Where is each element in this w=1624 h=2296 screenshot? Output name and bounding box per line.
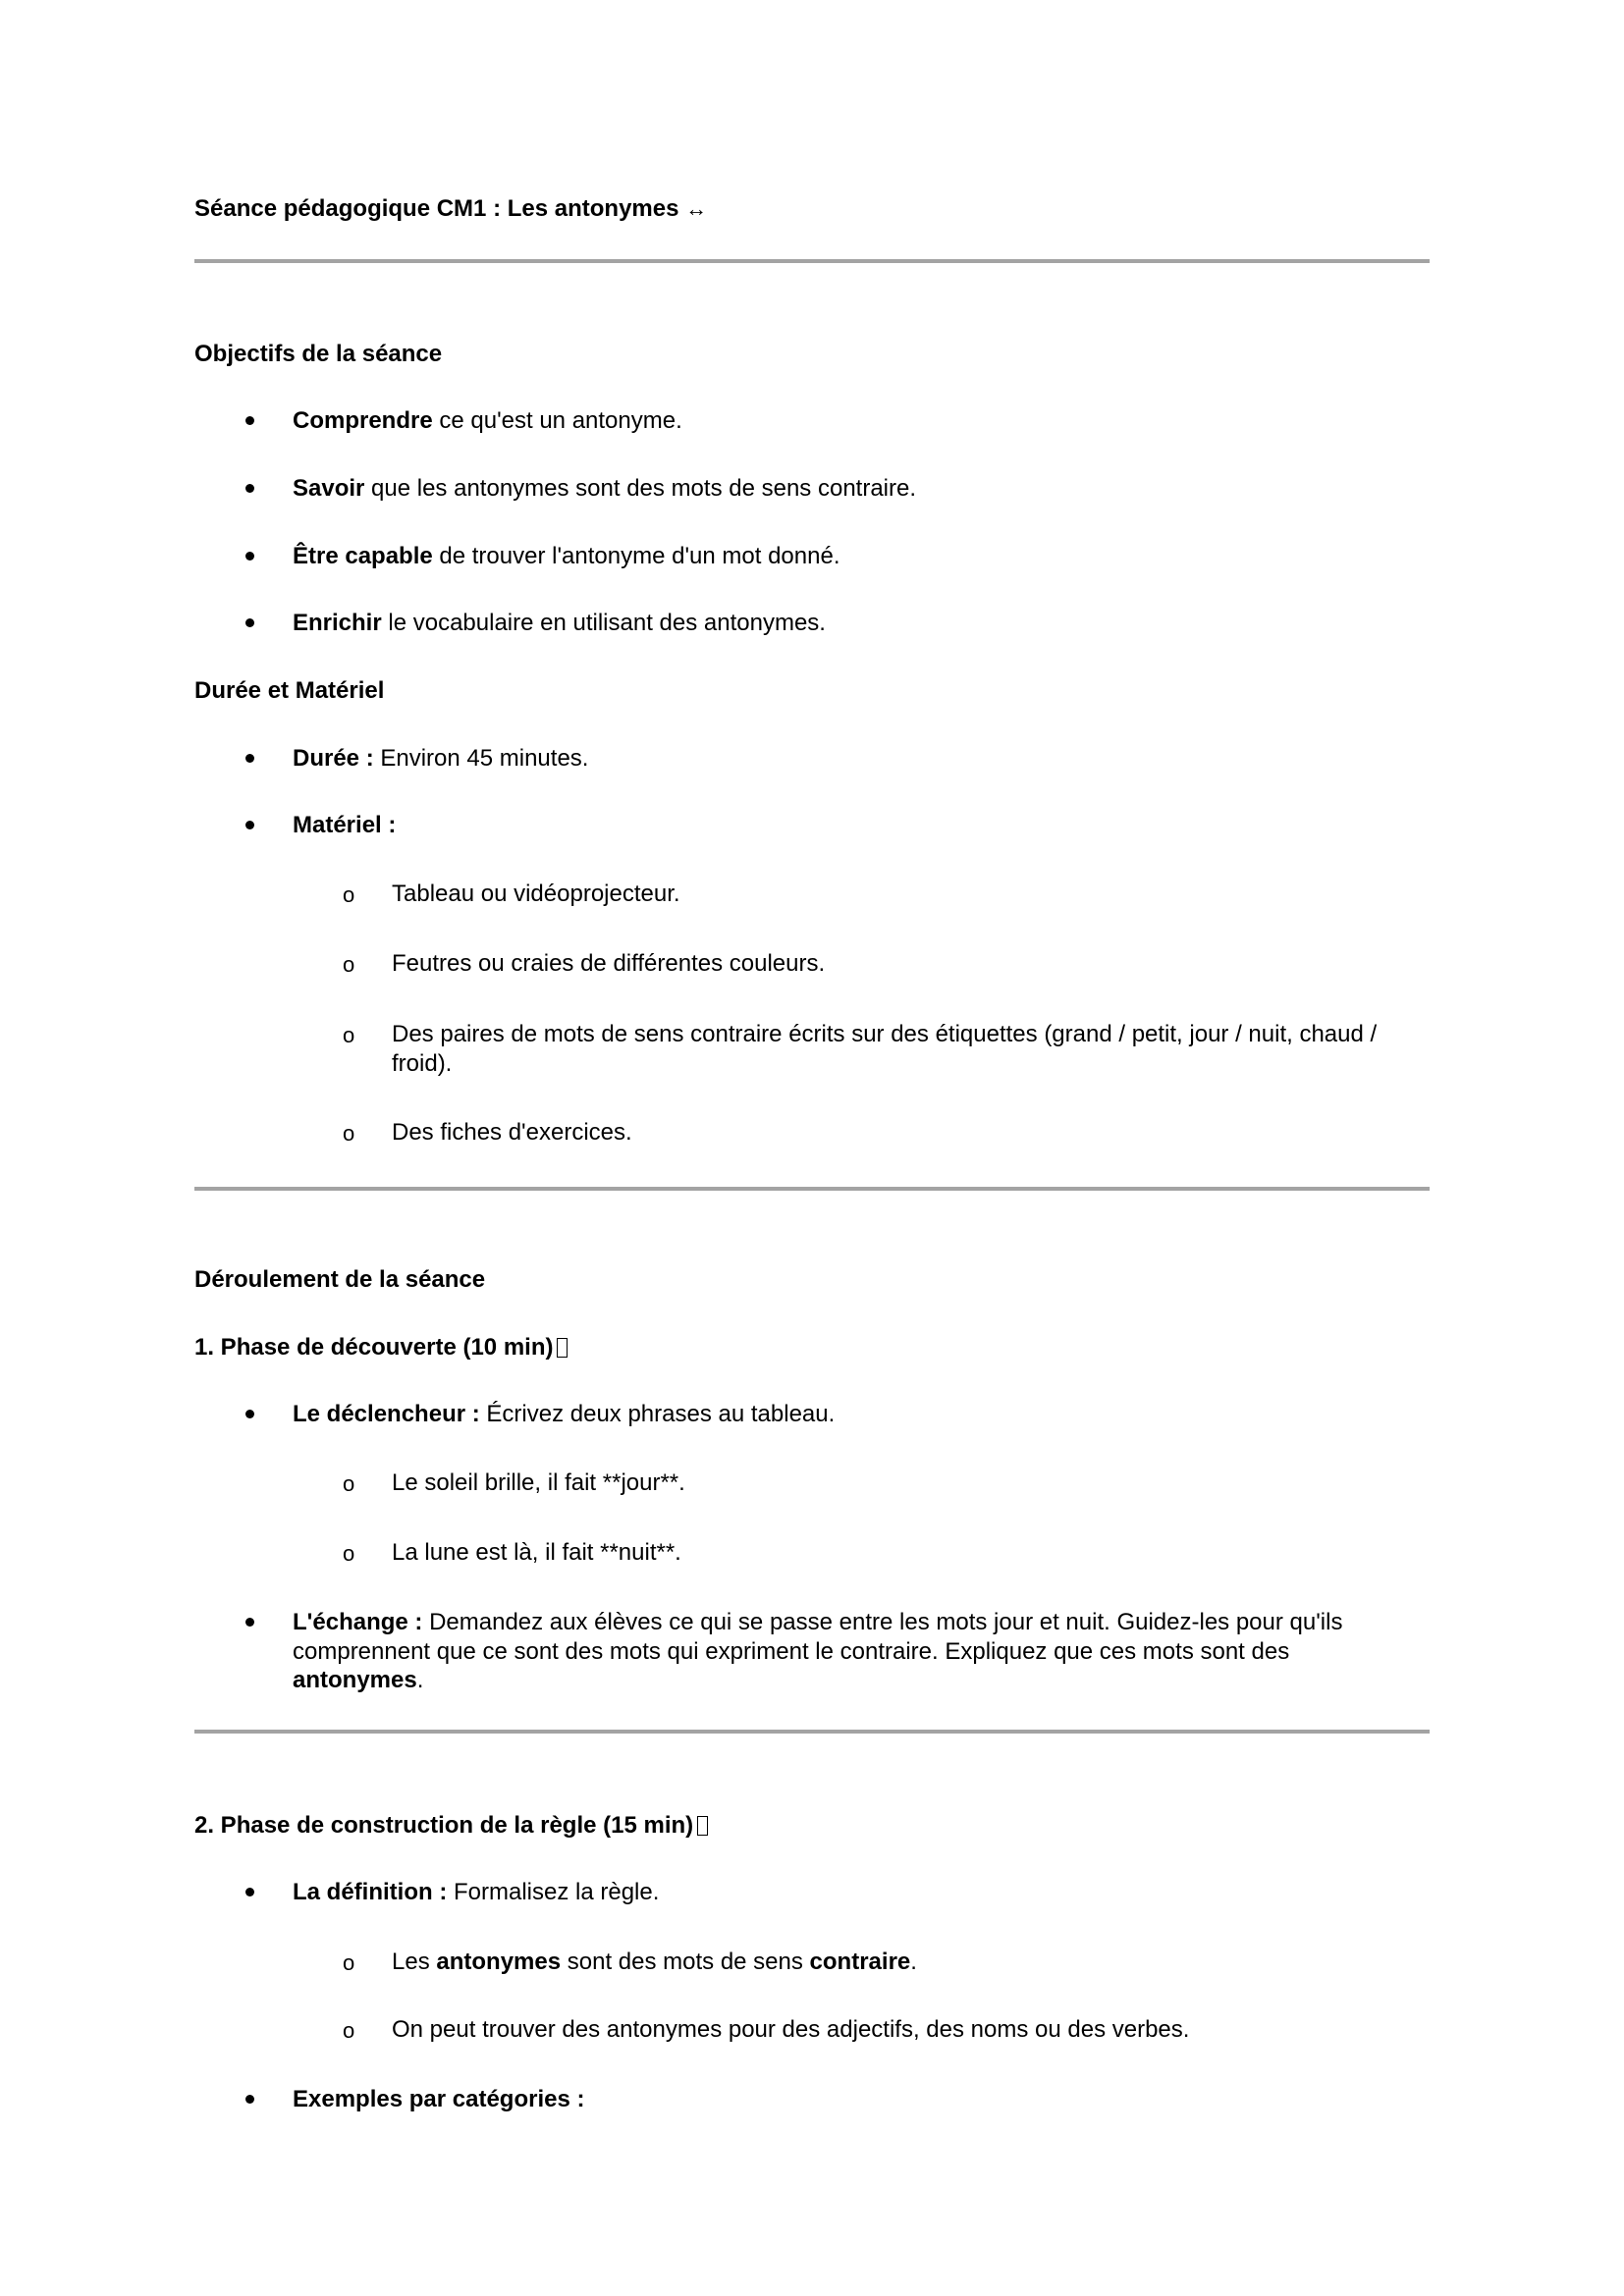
list-item-definition <box>293 1878 659 1907</box>
bold-text: contraire <box>809 1949 911 1975</box>
item-text: de trouver l'antonyme d'un mot donné. <box>432 543 840 569</box>
bullet-icon <box>245 1618 254 1627</box>
item-text: . <box>416 1667 424 1693</box>
item-bold: Durée : <box>293 745 374 772</box>
bullet-icon <box>245 1410 254 1418</box>
bullet-icon <box>245 754 254 763</box>
divider <box>194 259 1430 263</box>
list-item <box>293 542 839 571</box>
circle-bullet-icon: o <box>343 1541 355 1566</box>
left-right-arrow-icon: ↔ <box>685 196 708 221</box>
item-bold: Comprendre <box>293 407 433 434</box>
circle-bullet-icon: o <box>343 952 355 977</box>
circle-bullet-icon: o <box>343 1023 355 1047</box>
item-bold: Être capable <box>293 543 433 569</box>
phase-2-heading <box>194 1811 708 1841</box>
list-item-echange <box>293 1608 1342 1637</box>
item-text: le vocabulaire en utilisant des antonymes. <box>381 610 826 636</box>
bullet-icon <box>245 618 254 627</box>
list-item-exemples: Exemples par catégories : <box>293 2086 585 2112</box>
item-text: Formalisez la règle. <box>447 1879 660 1905</box>
list-item-echange-line2: comprennent que ce sont des mots qui expriment le contraire. Expliquez que ces mots sont des <box>293 1638 1290 1665</box>
item-bold: Le déclencheur : <box>293 1401 480 1427</box>
bullet-icon <box>245 484 254 493</box>
item-text: Environ 45 minutes. <box>373 745 589 772</box>
sub-list-item: Des fiches d'exercices. <box>392 1119 632 1146</box>
list-item-declencheur <box>293 1400 835 1429</box>
sub-list-item <box>392 1948 917 1977</box>
list-item <box>293 474 916 504</box>
bullet-icon <box>245 1888 254 1896</box>
list-item-duree <box>293 744 588 774</box>
item-text: Demandez aux élèves ce qui se passe entre les mots jour et nuit. Guidez-les pour qu'ils <box>422 1609 1343 1635</box>
phase-2-heading-text: 2. Phase de construction de la règle (15 min) <box>194 1812 694 1839</box>
item-bold: Savoir <box>293 475 365 502</box>
phase-1-heading <box>194 1333 568 1362</box>
missing-glyph-icon <box>557 1338 568 1358</box>
bullet-icon <box>245 821 254 829</box>
page-title <box>194 194 707 224</box>
phase-1-heading-text: 1. Phase de découverte (10 min) <box>194 1334 554 1361</box>
item-text: que les antonymes sont des mots de sens contraire. <box>364 475 917 502</box>
page-title-text: Séance pédagogique CM1 : Les antonymes <box>194 195 679 222</box>
text: Les <box>392 1949 437 1975</box>
sub-list-item: Feutres ou craies de différentes couleurs. <box>392 950 826 977</box>
sub-list-item: Des paires de mots de sens contraire écrits sur des étiquettes (grand / petit, jour / nuit, chaud / <box>392 1021 1378 1047</box>
item-text: ce qu'est un antonyme. <box>432 407 682 434</box>
sub-list-item: On peut trouver des antonymes pour des adjectifs, des noms ou des verbes. <box>392 2016 1190 2043</box>
circle-bullet-icon: o <box>343 2018 355 2043</box>
item-bold: La définition : <box>293 1879 448 1905</box>
item-bold: Enrichir <box>293 610 382 636</box>
bold-text: antonymes <box>436 1949 562 1975</box>
list-item-echange-line3 <box>293 1666 423 1695</box>
text: sont des mots de sens <box>561 1949 810 1975</box>
sub-list-item-continued: froid). <box>392 1050 453 1077</box>
list-item-materiel: Matériel : <box>293 812 397 838</box>
text: . <box>910 1949 917 1975</box>
divider <box>194 1730 1430 1734</box>
bullet-icon <box>245 552 254 561</box>
item-bold: L'échange : <box>293 1609 423 1635</box>
section-heading-deroulement: Déroulement de la séance <box>194 1266 486 1293</box>
bullet-icon <box>245 2095 254 2104</box>
list-item <box>293 406 682 436</box>
sub-list-item: Tableau ou vidéoprojecteur. <box>392 881 680 907</box>
circle-bullet-icon: o <box>343 882 355 907</box>
circle-bullet-icon: o <box>343 1950 355 1975</box>
item-bold: antonymes <box>293 1667 417 1693</box>
list-item <box>293 609 826 638</box>
missing-glyph-icon <box>697 1816 708 1836</box>
sub-list-item: Le soleil brille, il fait **jour**. <box>392 1469 685 1496</box>
bullet-icon <box>245 416 254 425</box>
section-heading-duree-materiel: Durée et Matériel <box>194 677 385 704</box>
sub-list-item: La lune est là, il fait **nuit**. <box>392 1539 681 1566</box>
circle-bullet-icon: o <box>343 1121 355 1146</box>
item-text: Écrivez deux phrases au tableau. <box>479 1401 836 1427</box>
circle-bullet-icon: o <box>343 1471 355 1496</box>
divider <box>194 1187 1430 1191</box>
section-heading-objectifs: Objectifs de la séance <box>194 341 443 367</box>
